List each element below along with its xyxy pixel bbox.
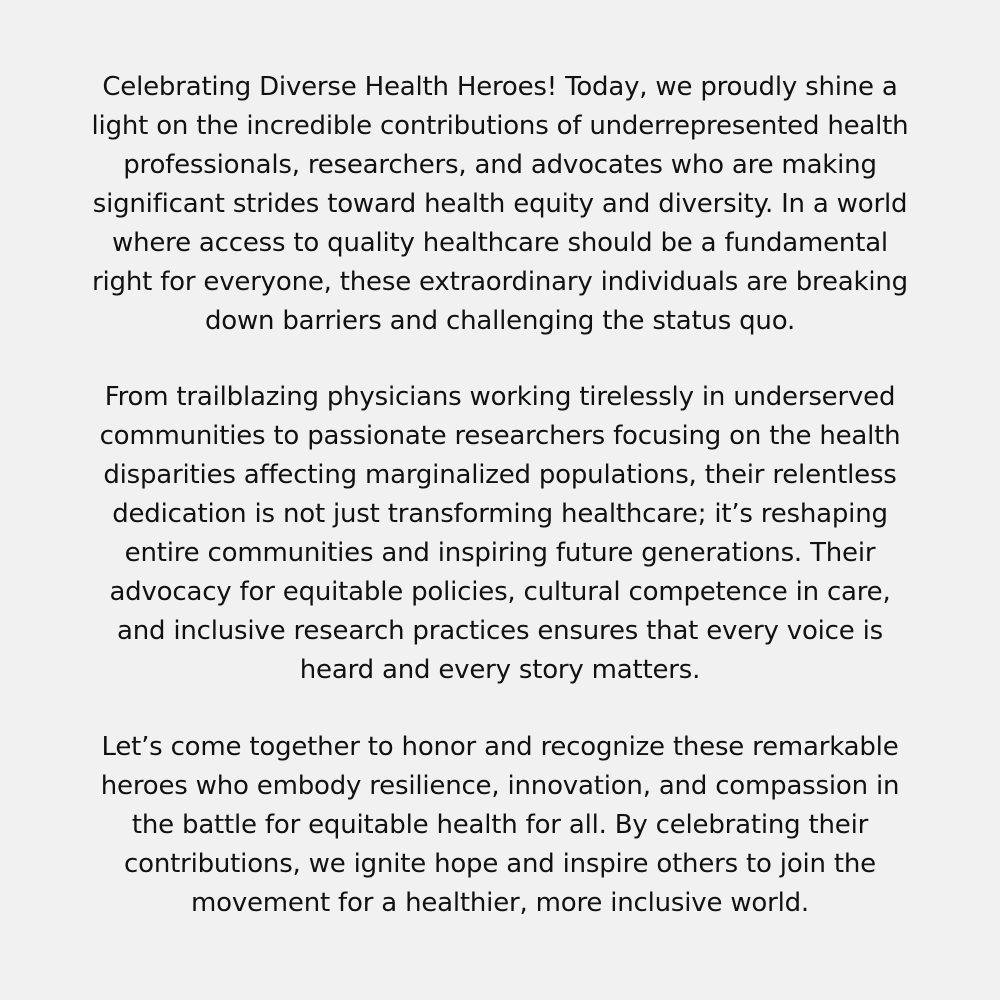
text-line: the battle for equitable health for all. By celebrating their bbox=[131, 810, 869, 840]
text-line: Let’s come together to honor and recognize these remarkable bbox=[101, 732, 899, 762]
text-line: light on the incredible contributions of underrepresented health bbox=[91, 111, 909, 141]
text-line: From trailblazing physicians working tirelessly in underserved bbox=[104, 382, 896, 412]
text-line: entire communities and inspiring future generations. Their bbox=[124, 538, 876, 568]
text-line: disparities affecting marginalized populations, their relentless bbox=[103, 460, 897, 490]
paragraph-closing bbox=[50, 728, 950, 923]
paragraph-body bbox=[50, 378, 950, 690]
text-line: Celebrating Diverse Health Heroes! Today, we proudly shine a bbox=[102, 72, 898, 102]
text-line: advocacy for equitable policies, cultural competence in care, bbox=[109, 577, 891, 607]
text-line: heroes who embody resilience, innovation, and compassion in bbox=[100, 771, 900, 801]
text-line: right for everyone, these extraordinary individuals are breaking bbox=[92, 267, 908, 297]
text-line: down barriers and challenging the status quo. bbox=[204, 306, 796, 336]
text-line: and inclusive research practices ensures that every voice is bbox=[116, 616, 884, 646]
text-line: dedication is not just transforming healthcare; it’s reshaping bbox=[112, 499, 888, 529]
text-line: contributions, we ignite hope and inspire others to join the bbox=[124, 849, 876, 879]
text-line: significant strides toward health equity and diversity. In a world bbox=[92, 189, 908, 219]
text-line: where access to quality healthcare should be a fundamental bbox=[112, 228, 888, 258]
text-line: communities to passionate researchers focusing on the health bbox=[99, 421, 901, 451]
text-line: professionals, researchers, and advocates who are making bbox=[123, 150, 877, 180]
text-line: heard and every story matters. bbox=[299, 655, 701, 685]
paragraph-intro bbox=[50, 68, 950, 341]
text-line: movement for a healthier, more inclusive world. bbox=[190, 888, 809, 918]
